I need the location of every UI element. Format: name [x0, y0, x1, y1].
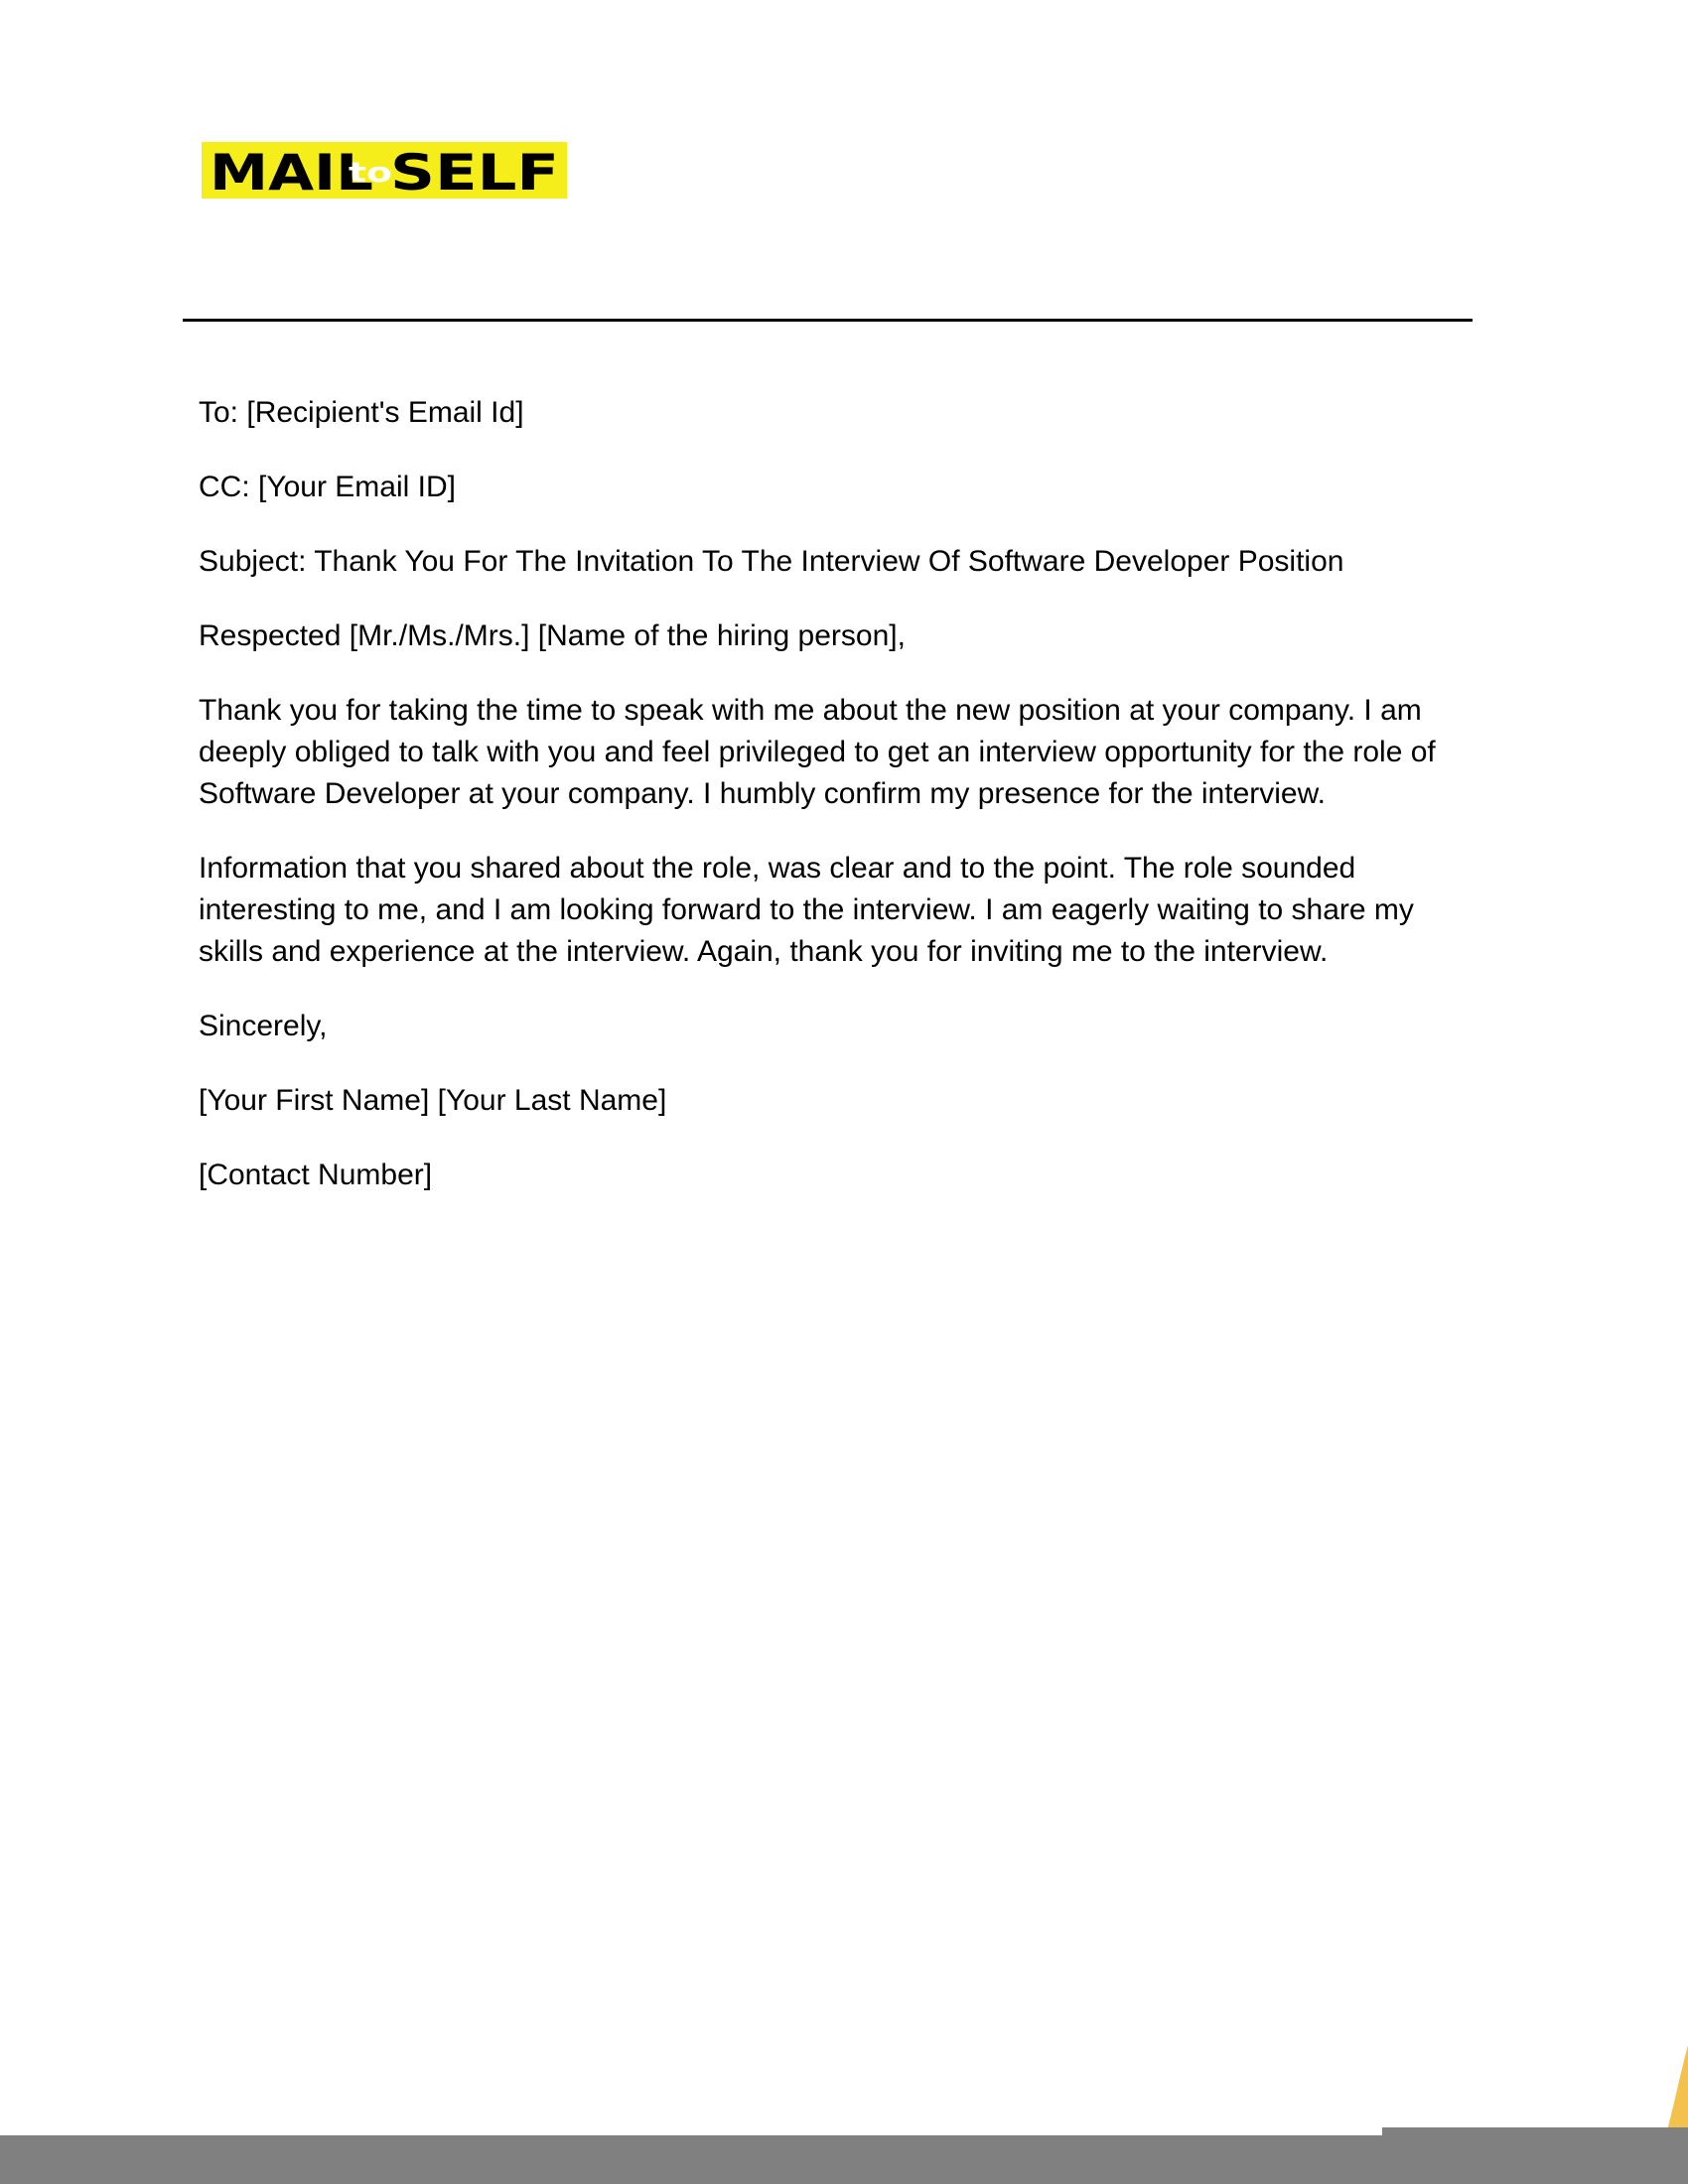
closing: Sincerely, [199, 1010, 328, 1042]
body-paragraph-1: Thank you for taking the time to speak with me about the new position at your company. I am deeply obliged to talk with you and feel privileged to get an interview opportunity for the role of Software Developer at your company. I humbly confirm my presence for the interview. [199, 694, 1436, 810]
to-line: To: [Recipient's Email Id] [199, 396, 524, 429]
logo-text-to: to [349, 156, 392, 189]
contact-number: [Contact Number] [199, 1159, 433, 1191]
logo-text-self: SELF [390, 144, 559, 199]
subject-line: Subject: Thank You For The Invitation To The Interview Of Software Developer Position [199, 545, 1344, 578]
signature-name: [Your First Name] [Your Last Name] [199, 1084, 667, 1117]
footer-bar [0, 2135, 1688, 2184]
corner-accent-icon [1660, 2045, 1688, 2134]
logo-text-mail: MAIL [210, 144, 373, 199]
header-divider [183, 319, 1473, 322]
mailtoself-logo [202, 142, 567, 199]
letter-body [199, 392, 1479, 1229]
salutation: Respected [Mr./Ms./Mrs.] [Name of the hiring person], [199, 619, 906, 652]
body-paragraph-2: Information that you shared about the role, was clear and to the point. The role sounded interesting to me, and I am looking forward to the interview. I am eagerly waiting to share my skills and experience at the interview. Again, thank you for inviting me to the interview. [199, 852, 1414, 968]
cc-line: CC: [Your Email ID] [199, 471, 456, 503]
